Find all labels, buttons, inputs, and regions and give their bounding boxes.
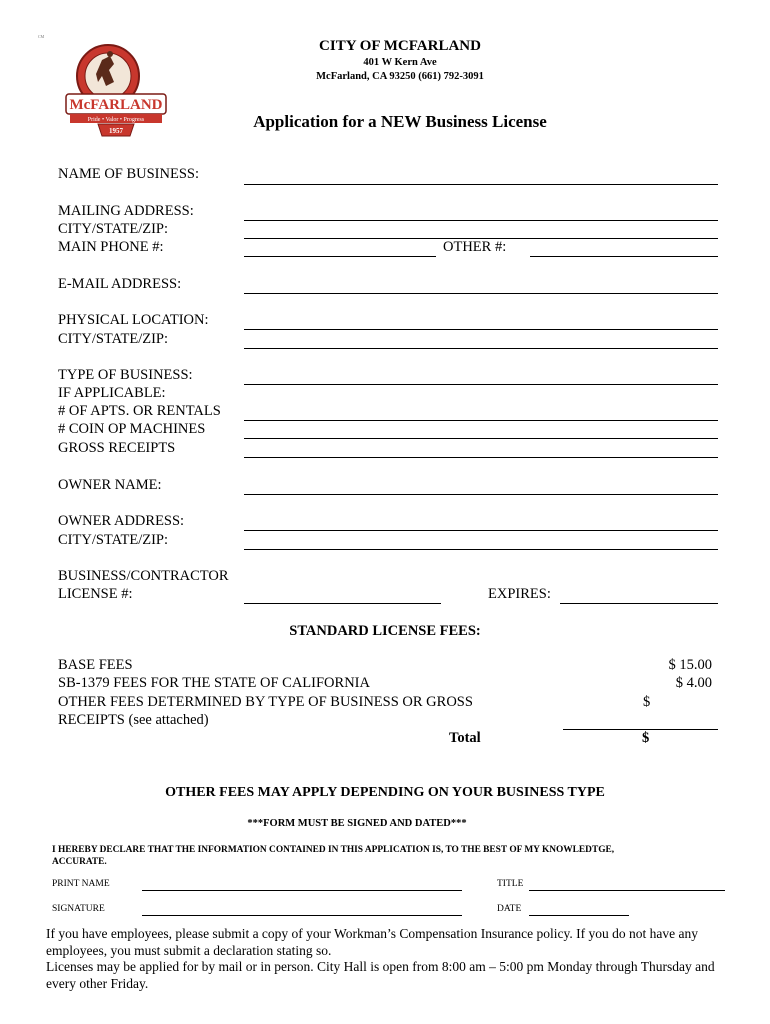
svg-text:1957: 1957: [109, 127, 123, 135]
main-phone-field[interactable]: [244, 256, 436, 257]
license-label-line2: LICENSE #:: [58, 586, 133, 602]
physical-location-field[interactable]: [244, 329, 718, 330]
owner-name-field[interactable]: [244, 494, 718, 495]
physical-location-label: PHYSICAL LOCATION:: [58, 312, 209, 328]
print-name-field[interactable]: [142, 890, 462, 891]
apts-rentals-label: # OF APTS. OR RENTALS: [58, 403, 221, 419]
type-of-business-label: TYPE OF BUSINESS:: [58, 367, 193, 383]
gross-receipts-field[interactable]: [244, 457, 718, 458]
coin-op-field[interactable]: [244, 438, 718, 439]
city-address-locality: McFarland, CA 93250 (661) 792-3091: [316, 71, 484, 82]
mailing-city-state-zip-label: CITY/STATE/ZIP:: [58, 221, 169, 237]
signature-label: SIGNATURE: [52, 904, 105, 914]
owner-address-field[interactable]: [244, 530, 718, 531]
sign-date-notice: ***FORM MUST BE SIGNED AND DATED***: [247, 818, 467, 829]
sb1379-value: $ 4.00: [675, 675, 712, 691]
expires-label: EXPIRES:: [488, 586, 551, 602]
base-fees-value: $ 15.00: [668, 657, 712, 673]
email-field[interactable]: [244, 293, 718, 294]
date-label: DATE: [497, 904, 522, 914]
signature-field[interactable]: [142, 915, 462, 916]
title-label: TITLE: [497, 879, 524, 889]
main-phone-label: MAIN PHONE #:: [58, 239, 164, 255]
owner-city-state-zip-label: CITY/STATE/ZIP:: [58, 532, 169, 548]
other-fees-label-line1: OTHER FEES DETERMINED BY TYPE OF BUSINESS OR GROSS: [58, 694, 473, 710]
print-name-label: PRINT NAME: [52, 879, 110, 889]
apts-rentals-field[interactable]: [244, 420, 718, 421]
form-title: Application for a NEW Business License: [253, 112, 547, 131]
if-applicable-label: IF APPLICABLE:: [58, 385, 166, 401]
svg-text:Pride • Valor • Progress: Pride • Valor • Progress: [87, 117, 145, 123]
other-fees-value: $: [643, 694, 651, 710]
tiny-header-text: CM: [38, 34, 45, 39]
other-phone-label: OTHER #:: [443, 239, 507, 255]
expires-field[interactable]: [560, 603, 718, 604]
physical-city-state-zip-field[interactable]: [244, 348, 718, 349]
title-field[interactable]: [529, 890, 725, 891]
other-fees-label-line2: RECEIPTS (see attached): [58, 712, 209, 728]
other-phone-field[interactable]: [530, 256, 718, 257]
total-value: $: [642, 730, 650, 746]
total-label: Total: [449, 730, 481, 746]
name-of-business-field[interactable]: [244, 184, 718, 185]
sb1379-label: SB-1379 FEES FOR THE STATE OF CALIFORNIA: [58, 675, 370, 691]
footer-employees-note: If you have employees, please submit a copy of your Workman’s Compensation Insurance policy. If you do not have any employees, you must submit a declaration stating so.: [46, 926, 699, 958]
owner-address-label: OWNER ADDRESS:: [58, 513, 185, 529]
license-label-line1: BUSINESS/CONTRACTOR: [58, 568, 229, 584]
gross-receipts-label: GROSS RECEIPTS: [58, 440, 176, 456]
city-address-street: 401 W Kern Ave: [363, 57, 437, 68]
email-label: E-MAIL ADDRESS:: [58, 276, 182, 292]
physical-city-state-zip-label: CITY/STATE/ZIP:: [58, 331, 169, 347]
type-of-business-field[interactable]: [244, 384, 718, 385]
date-field[interactable]: [529, 915, 629, 916]
coin-op-label: # COIN OP MACHINES: [58, 421, 206, 437]
license-number-field[interactable]: [244, 603, 441, 604]
mailing-address-field[interactable]: [244, 220, 718, 221]
base-fees-label: BASE FEES: [58, 657, 133, 673]
mailing-address-label: MAILING ADDRESS:: [58, 203, 194, 219]
fees-heading: STANDARD LICENSE FEES:: [289, 623, 481, 639]
city-name: CITY OF MCFARLAND: [319, 38, 481, 54]
declaration-line2: ACCURATE.: [52, 857, 107, 867]
footer-hours-note: Licenses may be applied for by mail or in person. City Hall is open from 8:00 am – 5:00 pm Monday through Thursday and every other Friday.: [46, 959, 715, 991]
owner-city-state-zip-field[interactable]: [244, 549, 718, 550]
name-of-business-label: NAME OF BUSINESS:: [58, 166, 199, 182]
svg-text:McFARLAND: McFARLAND: [69, 97, 163, 113]
other-fees-field[interactable]: [563, 729, 718, 730]
other-fees-notice: OTHER FEES MAY APPLY DEPENDING ON YOUR BUSINESS TYPE: [165, 785, 605, 800]
declaration-line1: I HEREBY DECLARE THAT THE INFORMATION CONTAINED IN THIS APPLICATION IS, TO THE BEST OF MY KNOWLEDTGE,: [52, 845, 615, 855]
owner-name-label: OWNER NAME:: [58, 477, 162, 493]
